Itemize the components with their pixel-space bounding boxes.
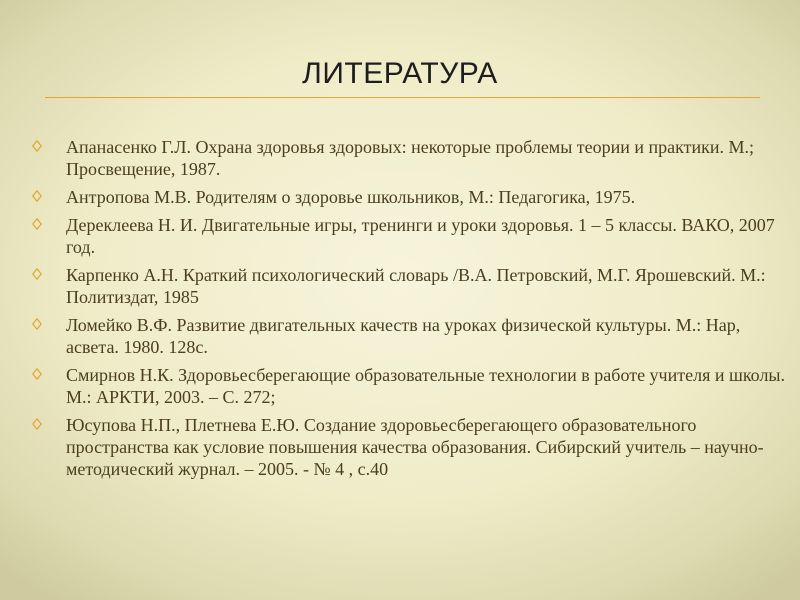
list-item xyxy=(30,314,790,358)
diamond-bullet-icon xyxy=(32,140,42,152)
reference-text: Антропова М.В. Родителям о здоровье школьников, М.: Педагогика, 1975. xyxy=(66,187,636,207)
list-item xyxy=(30,136,790,180)
list-item xyxy=(30,186,790,208)
reference-list xyxy=(30,136,790,486)
list-item xyxy=(30,414,790,480)
diamond-bullet-icon xyxy=(32,418,42,430)
list-item xyxy=(30,364,790,408)
reference-text: Ломейко В.Ф. Развитие двигательных качеств на уроках физической культуры. М.: Нар, асвета. 1980. 128с. xyxy=(66,315,741,357)
diamond-bullet-icon xyxy=(32,318,42,330)
list-item xyxy=(30,264,790,308)
reference-text: Смирнов Н.К. Здоровьесберегающие образовательные технологии в работе учителя и школы. М.: АРКТИ, 2003. – С. 272; xyxy=(66,365,786,407)
diamond-bullet-icon xyxy=(32,218,42,230)
reference-text: Апанасенко Г.Л. Охрана здоровья здоровых: некоторые проблемы теории и практики. М.; Просвещение, 1987. xyxy=(66,137,755,179)
diamond-bullet-icon xyxy=(32,268,42,280)
list-item xyxy=(30,214,790,258)
title-underline xyxy=(45,97,760,98)
reference-text: Юсупова Н.П., Плетнева Е.Ю. Создание здоровьесберегающего образовательного пространства как условие повышения качества образования. Сибирский учитель – научно-методический журнал. – 2005. - № 4 , с.40 xyxy=(66,415,764,479)
diamond-bullet-icon xyxy=(32,190,42,202)
reference-text: Дереклеева Н. И. Двигательные игры, тренинги и уроки здоровья. 1 – 5 классы. ВАКО, 2007 год. xyxy=(66,215,775,257)
diamond-bullet-icon xyxy=(32,368,42,380)
page-title: ЛИТЕРАТУРА xyxy=(302,57,498,90)
reference-text: Карпенко А.Н. Краткий психологический словарь /В.А. Петровский, М.Г. Ярошевский. М.: Политиздат, 1985 xyxy=(66,265,766,307)
